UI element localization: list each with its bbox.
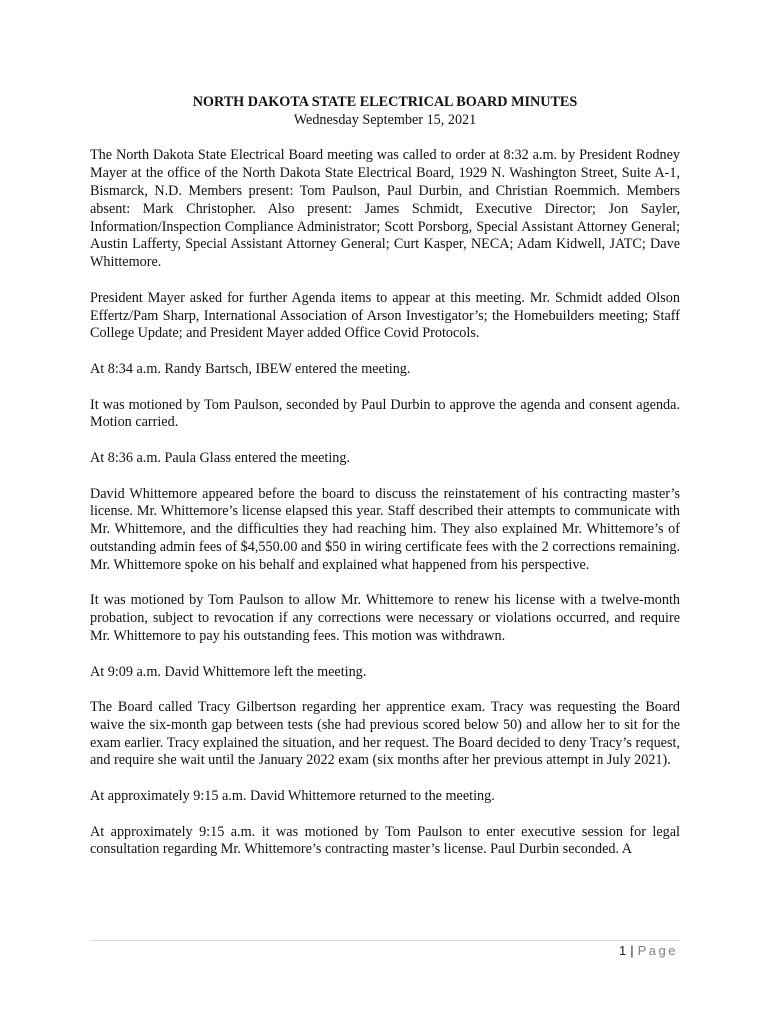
paragraph-whittemore-left: At 9:09 a.m. David Whittemore left the meeting. — [90, 663, 367, 680]
paragraph-whittemore-returned: At approximately 9:15 a.m. David Whittemore returned to the meeting. — [90, 788, 495, 805]
paragraph-executive-session: At approximately 9:15 a.m. it was motioned by Tom Paulson to enter executive session for legal consultation regarding Mr. Whittemore’s contracting master’s license. Paul Durbin seconded. A — [90, 823, 680, 858]
page-number: 1 — [619, 943, 627, 958]
paragraph-whittemore-appearance: David Whittemore appeared before the board to discuss the reinstatement of his contracting master’s license. Mr. Whittemore’s license elapsed this year. Staff described their attempts to communicate with Mr. Whittemore, and the difficulties they had reaching him. They also explained Mr. Whittemore’s of outstanding admin fees of $4,550.00 and $50 in wiring certificate fees with the 2 corrections remaining. Mr. Whittemore spoke on his behalf and explained what happened from his perspective. — [90, 485, 680, 573]
paragraph-agenda-items: President Mayer asked for further Agenda items to appear at this meeting. Mr. Schmidt added Olson Effertz/Pam Sharp, International Association of Arson Investigator’s; the Homebuilders meeting; Staff College Update; and President Mayer added Office Covid Protocols. — [90, 289, 680, 342]
page-separator: | — [630, 943, 634, 958]
paragraph-glass-entered: At 8:36 a.m. Paula Glass entered the meeting. — [90, 449, 351, 466]
paragraph-whittemore-motion: It was motioned by Tom Paulson to allow Mr. Whittemore to renew his license with a twelve-month probation, subject to revocation if any corrections were necessary or violations occurred, and require Mr. Whittemore to pay his outstanding fees. This motion was withdrawn. — [90, 592, 680, 644]
paragraph-call-to-order: The North Dakota State Electrical Board meeting was called to order at 8:32 a.m. by President Rodney Mayer at the office of the North Dakota State Electrical Board, 1929 N. Washington Street, Suite A-1, Bismarck, N.D. Members present: Tom Paulson, Paul Durbin, and Christian Roemmich. Members absent: Mark Christopher. Also present: James Schmidt, Executive Director; Jon Sayler, Information/Inspection Compliance Administrator; Scott Porsborg, Special Assistant Attorney General; Austin Lafferty, Special Assistant Attorney General; Curt Kasper, NECA; Adam Kidwell, JATC; Dave Whittemore. — [90, 147, 680, 271]
document-body — [90, 94, 680, 877]
page-label: Page — [637, 943, 678, 958]
paragraph-bartsch-entered: At 8:34 a.m. Randy Bartsch, IBEW entered the meeting. — [90, 360, 411, 377]
meeting-date: Wednesday September 15, 2021 — [293, 111, 477, 128]
document-title: NORTH DAKOTA STATE ELECTRICAL BOARD MINUTES — [192, 94, 578, 110]
paragraph-agenda-motion: It was motioned by Tom Paulson, seconded by Paul Durbin to approve the agenda and consent agenda. Motion carried. — [90, 396, 680, 431]
page-footer — [619, 943, 678, 958]
paragraph-gilbertson-exam: The Board called Tracy Gilbertson regarding her apprentice exam. Tracy was requesting the Board waive the six-month gap between tests (she had previous scored below 50) and allow her to sit for the exam earlier. Tracy explained the situation, and her request. The Board decided to deny Tracy’s request, and require she wait until the January 2022 exam (six months after her previous attempt in July 2021). — [90, 699, 680, 769]
footer-divider — [90, 940, 680, 941]
